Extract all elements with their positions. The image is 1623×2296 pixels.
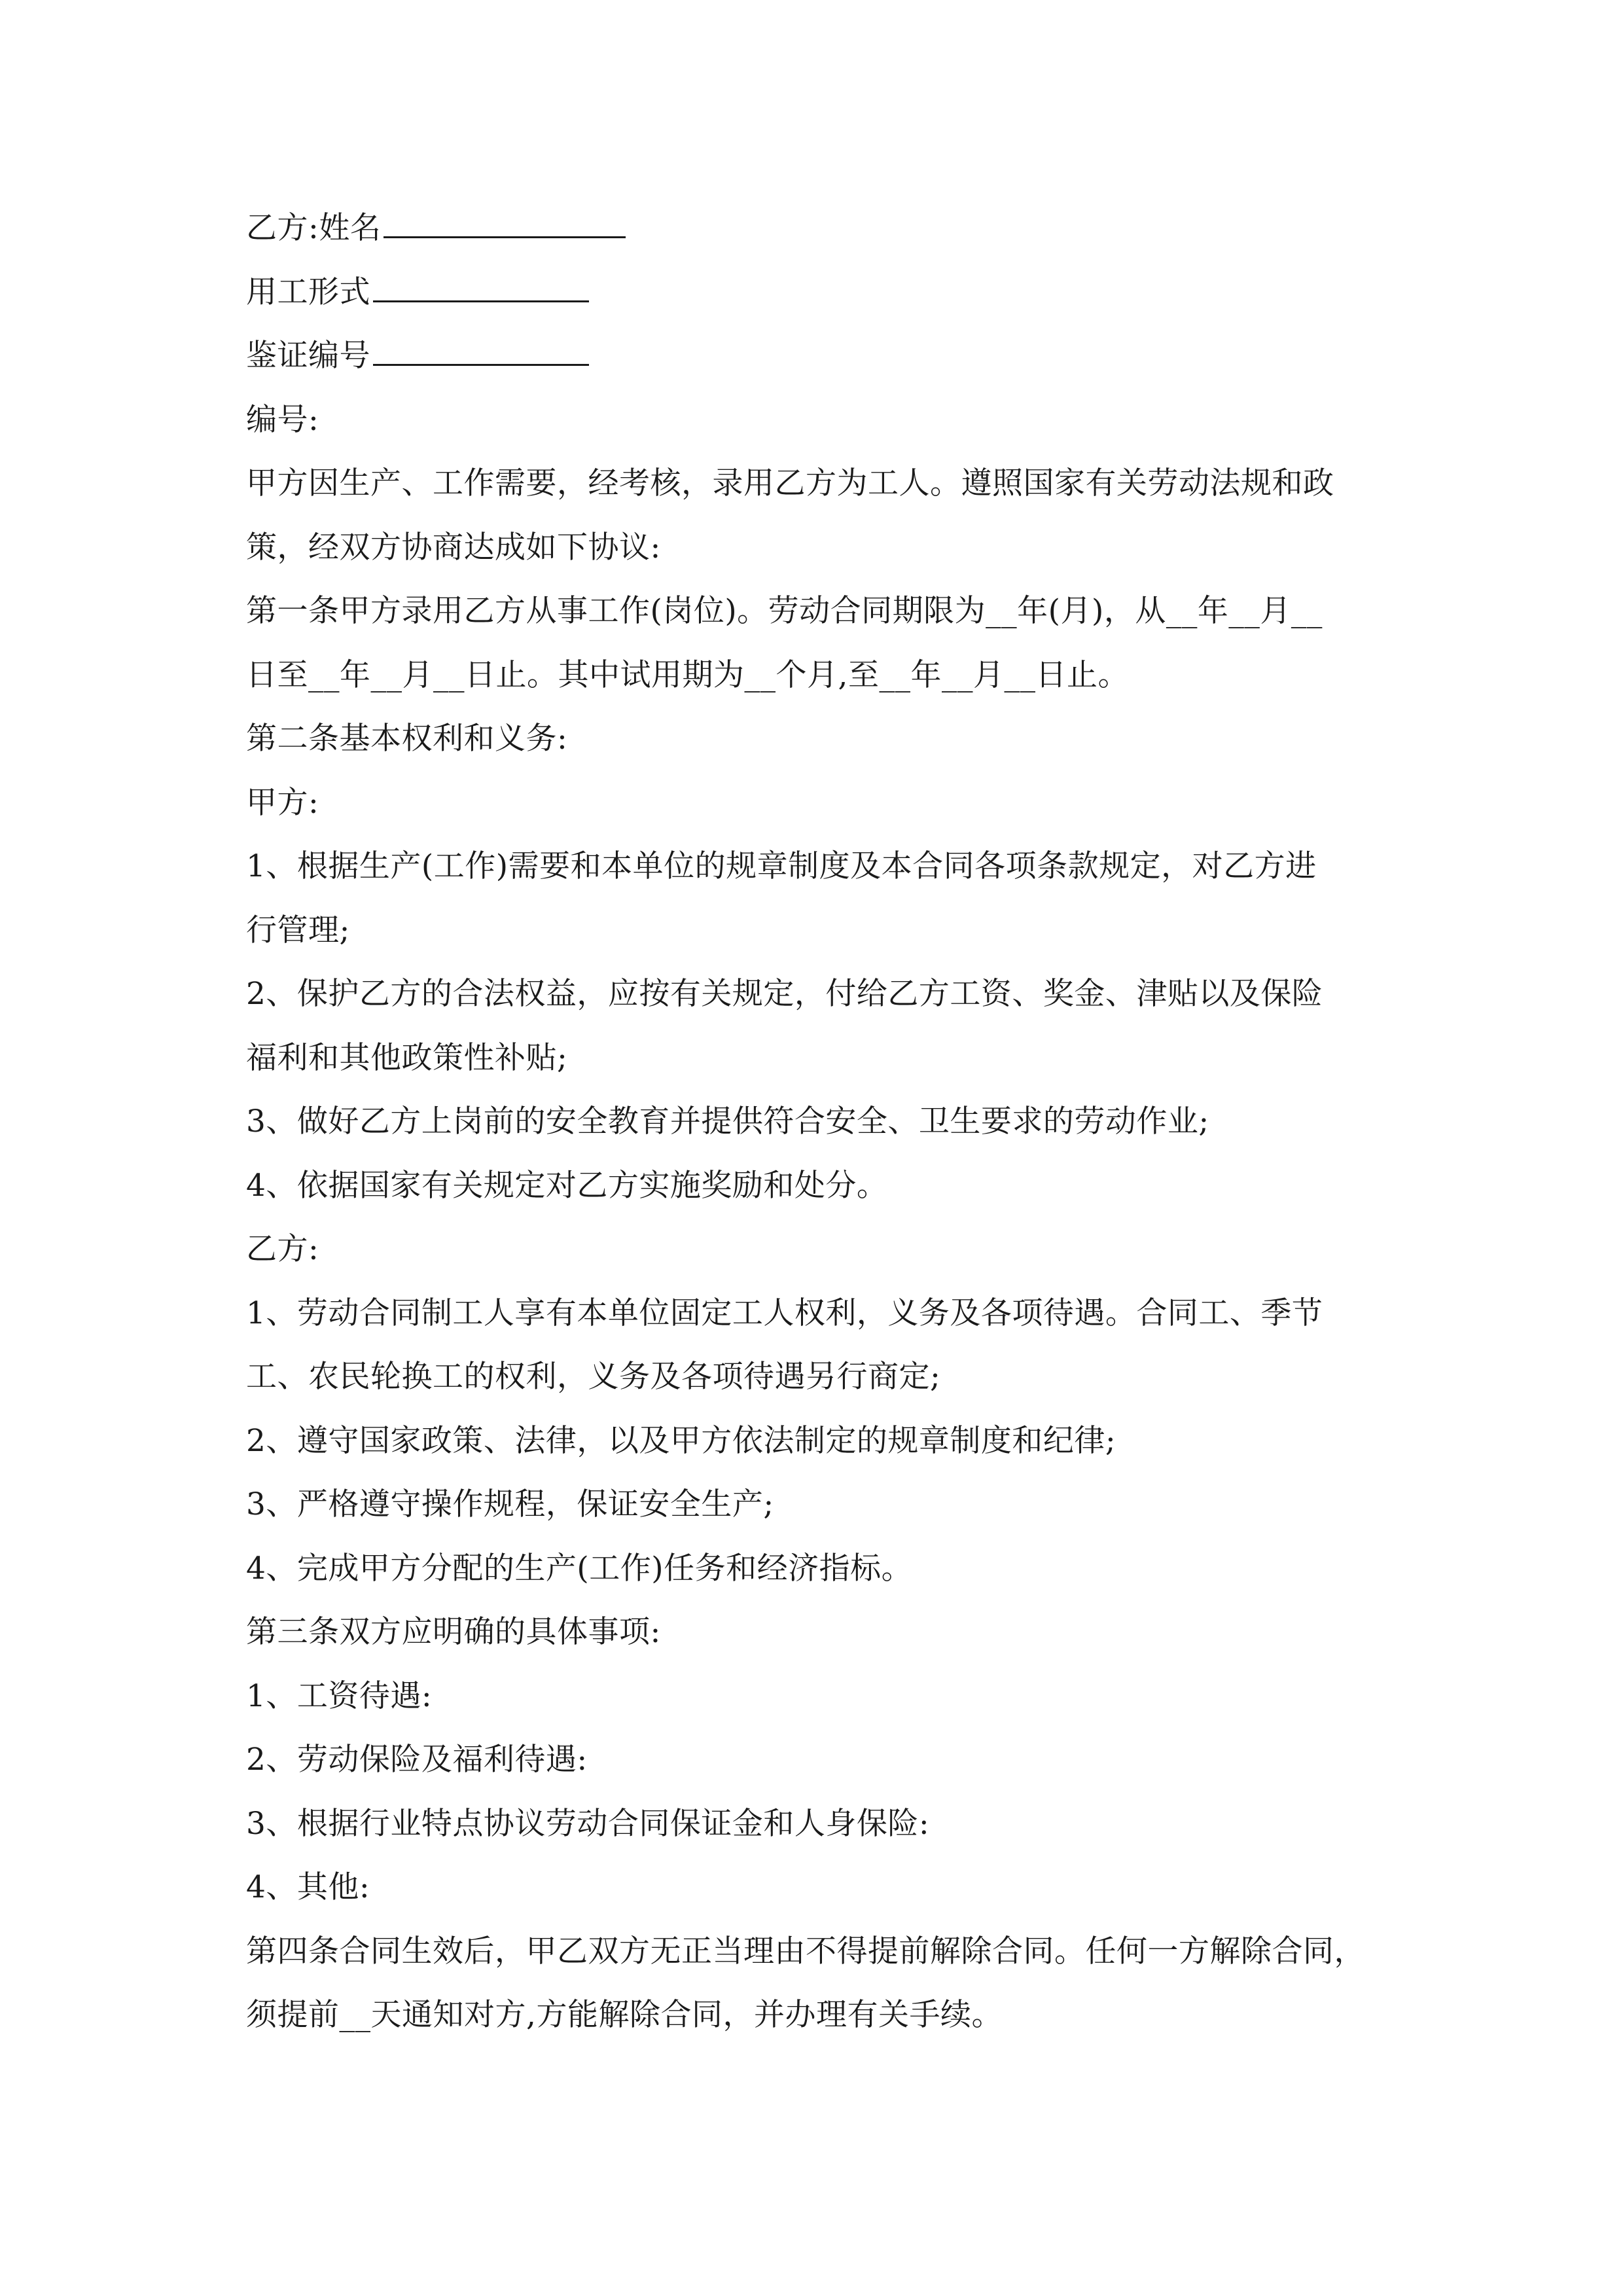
field-label: 乙方:姓名	[246, 210, 382, 246]
field-party-b-name	[246, 196, 1385, 260]
text-line: 3、做好乙方上岗前的安全教育并提供符合安全、卫生要求的劳动作业;	[246, 1103, 1209, 1139]
text-line: 第四条合同生效后，甲乙双方无正当理由不得提前解除合同。任何一方解除合同，	[246, 1933, 1365, 1969]
text-line: 1、根据生产(工作)需要和本单位的规章制度及本合同各项条款规定，对乙方进	[246, 848, 1317, 884]
document-body	[246, 196, 1385, 2047]
text-line: 日至__年__月__日止。其中试用期为__个月,至__年__月__日止。	[246, 656, 1129, 693]
text-line: 2、遵守国家政策、法律，以及甲方依法制定的规章制度和纪律;	[246, 1422, 1116, 1459]
field-label: 鉴证编号	[246, 338, 370, 374]
text-line: 3、严格遵守操作规程，保证安全生产;	[246, 1486, 774, 1522]
text-line: 3、根据行业特点协议劳动合同保证金和人身保险:	[246, 1805, 930, 1842]
employment-form-blank-line	[373, 266, 589, 302]
text-line: 4、依据国家有关规定对乙方实施奖励和处分。	[246, 1167, 888, 1204]
text-line: 福利和其他政策性补贴;	[246, 1039, 568, 1076]
text-line: 工、农民轮换工的权利，义务及各项待遇另行商定;	[246, 1359, 941, 1395]
field-certification-number	[246, 324, 1385, 388]
text-line: 第一条甲方录用乙方从事工作(岗位)。劳动合同期限为__年(月)，从__年__月__	[246, 593, 1323, 629]
text-line: 编号:	[246, 401, 319, 438]
text-line: 2、劳动保险及福利待遇:	[246, 1742, 588, 1778]
text-line: 甲方:	[246, 784, 319, 821]
name-blank-line	[383, 202, 626, 238]
text-line: 1、劳动合同制工人享有本单位固定工人权利，义务及各项待遇。合同工、季节	[246, 1295, 1323, 1331]
text-line: 1、工资待遇:	[246, 1677, 433, 1714]
text-line: 甲方因生产、工作需要，经考核，录用乙方为工人。遵照国家有关劳动法规和政	[246, 465, 1334, 501]
text-line: 4、其他:	[246, 1869, 370, 1905]
text-line: 4、完成甲方分配的生产(工作)任务和经济指标。	[246, 1550, 913, 1587]
text-line: 乙方:	[246, 1231, 319, 1267]
text-line: 第三条双方应明确的具体事项:	[246, 1614, 661, 1650]
text-line: 2、保护乙方的合法权益，应按有关规定，付给乙方工资、奖金、津贴以及保险	[246, 976, 1323, 1012]
field-employment-form	[246, 260, 1385, 325]
text-line: 策，经双方协商达成如下协议:	[246, 529, 661, 565]
certification-blank-line	[373, 330, 589, 366]
text-line: 须提前__天通知对方,方能解除合同，并办理有关手续。	[246, 1997, 1003, 2033]
text-line: 第二条基本权利和义务:	[246, 721, 568, 757]
text-line: 行管理;	[246, 912, 350, 948]
field-label: 用工形式	[246, 274, 370, 310]
